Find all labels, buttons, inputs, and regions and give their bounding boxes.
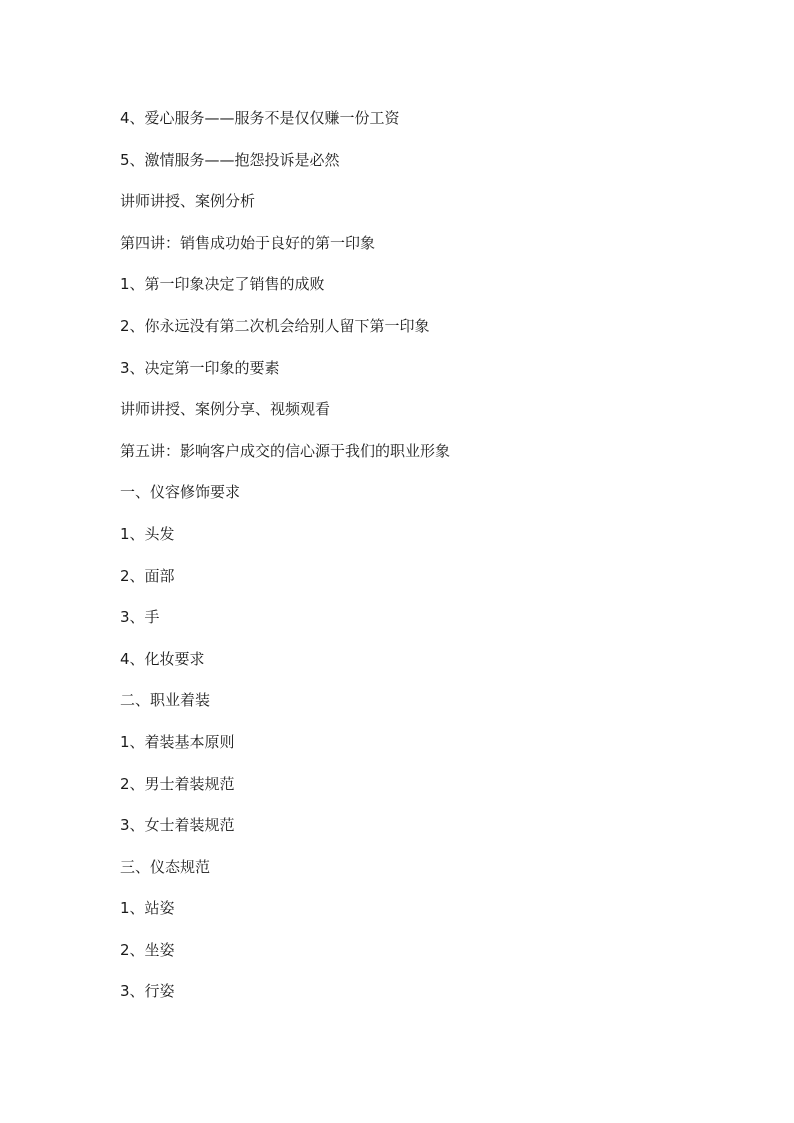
list-item-no-second-chance: 2、你永远没有第二次机会给别人留下第一印象 xyxy=(120,316,430,335)
section-grooming: 一、仪容修饰要求 xyxy=(120,483,241,502)
list-item-impression-factors: 3、决定第一印象的要素 xyxy=(120,358,280,377)
teaching-method: 讲师讲授、案例分享、视频观看 xyxy=(120,400,331,419)
list-item-womens-attire: 3、女士着装规范 xyxy=(120,816,235,835)
document-body xyxy=(120,108,720,1023)
section-attire: 二、职业着装 xyxy=(120,691,211,710)
teaching-method: 讲师讲授、案例分析 xyxy=(120,192,256,211)
list-item-sitting: 2、坐姿 xyxy=(120,940,175,959)
section-posture: 三、仪态规范 xyxy=(120,857,211,876)
list-item-walking: 3、行姿 xyxy=(120,982,175,1001)
list-item-service-passion: 5、激情服务——抱怨投诉是必然 xyxy=(120,150,340,169)
lecture-4-heading: 第四讲：销售成功始于良好的第一印象 xyxy=(120,233,376,252)
list-item-mens-attire: 2、男士着装规范 xyxy=(120,774,235,793)
list-item-standing: 1、站姿 xyxy=(120,899,175,918)
list-item-hands: 3、手 xyxy=(120,608,160,627)
list-item-hair: 1、头发 xyxy=(120,524,175,543)
list-item-face: 2、面部 xyxy=(120,566,175,585)
list-item-service-love: 4、爱心服务——服务不是仅仅赚一份工资 xyxy=(120,109,400,127)
lecture-5-heading: 第五讲：影响客户成交的信心源于我们的职业形象 xyxy=(120,441,451,460)
list-item-attire-principles: 1、着装基本原则 xyxy=(120,732,235,751)
list-item-makeup: 4、化妆要求 xyxy=(120,649,205,668)
list-item-first-impression-decides: 1、第一印象决定了销售的成败 xyxy=(120,275,325,294)
